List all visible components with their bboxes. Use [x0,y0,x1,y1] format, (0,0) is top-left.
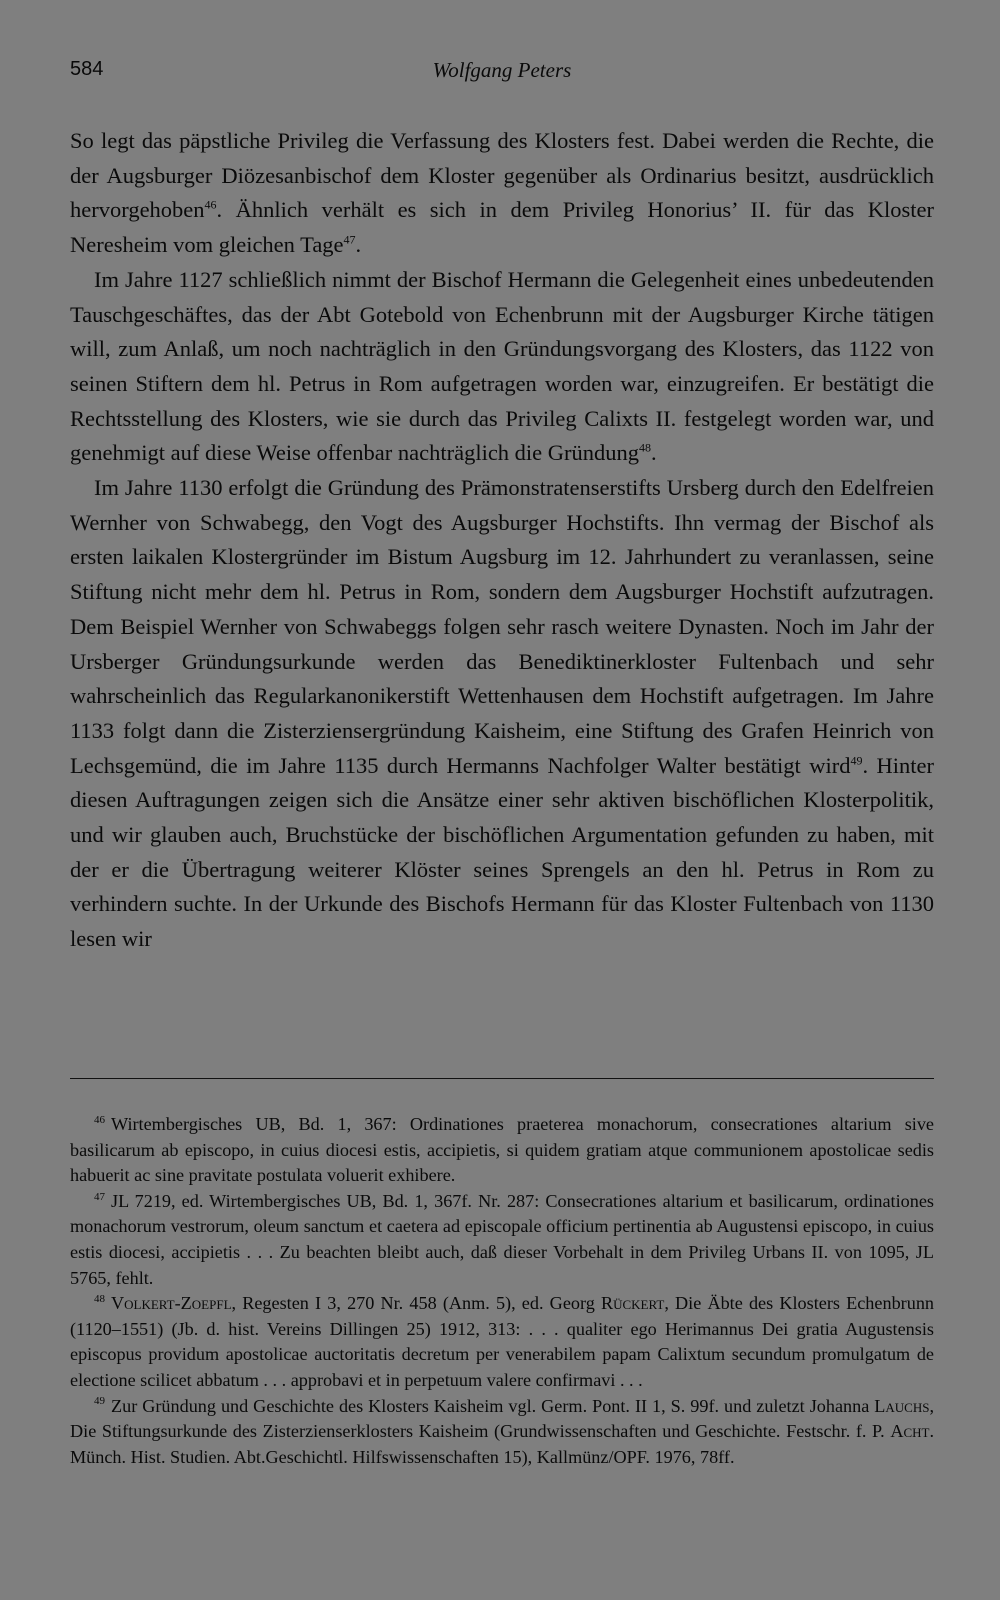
footnote-separator [70,1078,934,1079]
footnote: $^{48}$ Volkert-Zoepfl, Regesten I 3, 270 Nr. 458 (Anm. 5), ed. Georg Rückert, Die Äbte des Klosters Echenbrunn (1120–1551) (Jb. d. hist. Vereins Dillingen 25) 1912, 313: . . . qualiter ego Herimannus Dei gratia Augustensis episcopus providum apostolicae auctoritatis decretum per venerabilem papam Calixtum secundum promulgatum de electione scilicet abbatum . . . approbavi et in perpetuum valere confirmavi . . . [70,1293,935,1390]
page-header [70,58,934,88]
honoree-name: Acht [890,1421,930,1442]
main-text [70,124,934,957]
footnote-number: 48 [94,1293,105,1306]
paragraph: So legt das päpstliche Privileg die Verfassung des Klosters fest. Dabei werden die Rechte, die der Augsburger Diözesanbischof dem Kloster gegenüber als Ordinarius besitzt, ausdrücklich hervorgehoben$^{46}$. Ähnlich verhält es sich in dem Privileg Honorius’ II. für das Kloster Neresheim vom gleichen Tage$^{47}$. [70,128,934,258]
paragraph: Im Jahre 1127 schließlich nimmt der Bischof Hermann die Gelegenheit eines unbedeutenden Tauschgeschäftes, das der Abt Gotebold von Echenbrunn mit der Augsburger Kirche tätigen will, zum Anlaß, um noch nachträglich in den Gründungsvorgang des Klosters, das 1122 von seinen Stiftern dem hl. Petrus in Rom aufgetragen worden war, einzugreifen. Er bestätigt die Rechtsstellung des Klosters, wie sie durch das Privileg Calixts II. festgelegt worden war, und genehmigt auf diese Weise offenbar nachträglich die Gründung$^{48}$. [70,266,934,466]
author-name: Lauchs [874,1395,930,1416]
footnote: $^{49}$ Zur Gründung und Geschichte des Klosters Kaisheim vgl. Germ. Pont. II 1, S. 99f. und zuletzt Johanna Lauchs, Die Stiftungsurkunde des Zisterzienserklosters Kaisheim (Grundwissenschaften und Geschichte. Festschr. f. P. Acht. Münch. Hist. Studien. Abt.Geschichtl. Hilfswissenschaften 15), Kallmünz/OPF. 1976, 78ff. [70,1395,934,1467]
running-head: Wolfgang Peters [432,58,572,82]
page-number: 584 [70,58,104,80]
footnote-number: 46 [94,1113,105,1126]
footnote [70,1189,934,1291]
footnotes [70,1112,934,1470]
footnote-number: 49 [94,1395,105,1408]
footnote-reference[interactable]: 48 [639,440,652,455]
editor-name: Rückert [600,1293,665,1314]
footnote-reference[interactable]: 47 [343,232,356,247]
footnote-text: JL 7219, ed. Wirtembergisches UB, Bd. 1, 367f. Nr. 287: Consecrationes altarium et basilicarum, ordinationes monachorum vestrorum, oleum sanctum et caetera ad episcopale officium pertinentia ab Augustensi episcopo, in cuius estis diocesi, accipietis . . . Zu beachten bleibt auch, daß dieser Vorbehalt in dem Privileg Urbans II. von 1095, JL 5765, fehlt. [70,1190,934,1288]
footnote-number: 47 [94,1190,105,1203]
paragraph: Im Jahre 1130 erfolgt die Gründung des Prämonstratenserstifts Ursberg durch den Edelfreien Wernher von Schwabegg, den Vogt des Augsburger Hochstifts. Ihn vermag der Bischof als ersten laikalen Klostergründer im Bistum Augsburg im 12. Jahrhundert zu veranlassen, seine Stiftung nicht mehr dem hl. Petrus in Rom, sondern dem Augsburger Hochstift aufzutragen. Dem Beispiel Wernher von Schwabeggs folgen sehr rasch weitere Dynasten. Noch im Jahr der Ursberger Gründungsurkunde werden das Benediktinerkloster Fultenbach und sehr wahrscheinlich das Regularkanonikerstift Wettenhausen dem Hochstift aufgetragen. Im Jahre 1133 folgt dann die Zisterziensergründung Kaisheim, eine Stiftung des Grafen Heinrich von Lechsgemünd, die im Jahre 1135 durch Hermanns Nachfolger Walter bestätigt wird$^{49}$. Hinter diesen Auftragungen zeigen sich die Ansätze einer sehr aktiven bischöflichen Klosterpolitik, und wir glauben auch, Bruchstücke der bischöflichen Argumentation gefunden zu haben, mit der er die Übertragung weiterer Klöster seines Sprengels an den hl. Petrus in Rom zu verhindern suchte. In der Urkunde des Bischofs Hermann für das Kloster Fultenbach von 1130 lesen wir [70,475,934,952]
author-name: Volkert-Zoepfl [111,1293,232,1314]
footnote [70,1112,934,1189]
footnote-reference[interactable]: 46 [204,197,217,212]
footnote-reference[interactable]: 49 [850,753,863,768]
footnote-text: Wirtembergisches UB, Bd. 1, 367: Ordinationes praeterea monachorum, consecrationes altarium sive basilicarum ab episcopo, in cuius diocesi estis, accipietis, si quidem gratiam atque communionem apostolicae sedis habuerit ac sine pravitate postulata voluerit exhibere. [70,1114,934,1186]
